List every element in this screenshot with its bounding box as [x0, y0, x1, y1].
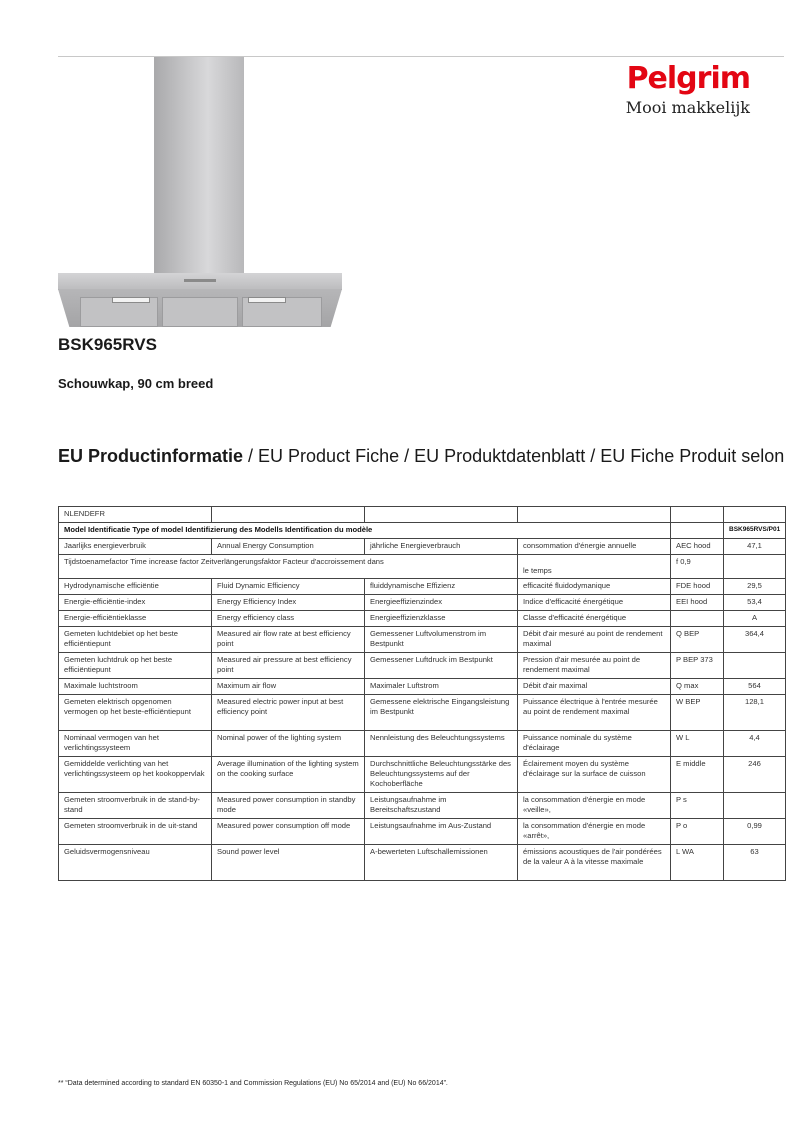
cell-en: Sound power level [212, 845, 365, 881]
cell-fr: Éclairement moyen du système d'éclairage sur la surface de cuisson [518, 757, 671, 793]
cell-symbol: P BEP 373 [671, 653, 724, 679]
cell-fr: le temps [518, 555, 671, 579]
title-bold: EU Productinformatie [58, 446, 244, 466]
cell-nl: Gemiddelde verlichting van het verlichtingssysteem op het kookoppervlak [59, 757, 212, 793]
hood-controls [184, 279, 216, 282]
table-row [59, 819, 786, 845]
hood-light [248, 297, 286, 303]
model-label: Model Identificatie Type of model Identifizierung des Modells Identification du modèle [59, 523, 671, 539]
cell-symbol: Q max [671, 679, 724, 695]
cell-symbol: f 0,9 [671, 555, 724, 579]
footnote: ** “Data determined according to standard EN 60350-1 and Commission Regulations (EU) No 65/2014 and (EU) No 66/2014”. [58, 1080, 448, 1087]
cell-nl: Hydrodynamische efficiëntie [59, 579, 212, 595]
product-model: BSK965RVS [58, 335, 157, 354]
cell-symbol [671, 611, 724, 627]
chimney-hood-image [58, 57, 343, 327]
table-row [59, 757, 786, 793]
table-row [59, 845, 786, 881]
cell-nl: Gemeten luchtdruk op het beste efficiëntiepunt [59, 653, 212, 679]
cell-de: A-bewerteten Luftschallemissionen [365, 845, 518, 881]
cell-value: 47,1 [724, 539, 786, 555]
table-row-lang [59, 507, 786, 523]
cell-symbol: E middle [671, 757, 724, 793]
table-row [59, 695, 786, 731]
hood-light [112, 297, 150, 303]
cell-symbol: Q BEP [671, 627, 724, 653]
lang-header: NLENDEFR [59, 507, 212, 523]
cell-en: Measured air pressure at best efficiency point [212, 653, 365, 679]
cell-fr: Indice d'efficacité énergétique [518, 595, 671, 611]
cell-fr: Puissance nominale du système d'éclairage [518, 731, 671, 757]
cell-en: Annual Energy Consumption [212, 539, 365, 555]
table-row [59, 627, 786, 653]
cell-de: jährliche Energieverbrauch [365, 539, 518, 555]
cell-en: Measured electric power input at best efficiency point [212, 695, 365, 731]
table-row [59, 595, 786, 611]
cell-value [724, 555, 786, 579]
cell-de: Leistungsaufnahme im Bereitschaftszustand [365, 793, 518, 819]
cell-fr: Puissance électrique à l'entrée mesurée au point de rendement maximal [518, 695, 671, 731]
cell-value: 4,4 [724, 731, 786, 757]
cell-de: Durchschnittliche Beleuchtungsstärke des Beleuchtungssystems auf der Kochoberfläche [365, 757, 518, 793]
cell-nl: Gemeten luchtdebiet op het beste efficiëntiepunt [59, 627, 212, 653]
table-row-model [59, 523, 786, 539]
cell-symbol: W L [671, 731, 724, 757]
cell-symbol: AEC hood [671, 539, 724, 555]
page-title [58, 446, 784, 467]
cell-fr: efficacité fluidodymanique [518, 579, 671, 595]
table-row [59, 653, 786, 679]
cell-en: Measured air flow rate at best efficiency point [212, 627, 365, 653]
title-rest: / EU Product Fiche / EU Produktdatenblatt / EU Fiche Produit selon [243, 446, 785, 466]
cell-fr: Pression d'air mesurée au point de rendement maximal [518, 653, 671, 679]
cell-en: Average illumination of the lighting system on the cooking surface [212, 757, 365, 793]
product-description: Schouwkap, 90 cm breed [58, 376, 214, 391]
table-row [59, 555, 786, 579]
cell-fr: la consommation d'énergie en mode «arrêt», [518, 819, 671, 845]
cell-symbol: P s [671, 793, 724, 819]
cell-en: Measured power consumption in standby mode [212, 793, 365, 819]
cell-de: Gemessener Luftvolumenstrom im Bestpunkt [365, 627, 518, 653]
cell-de: fluiddynamische Effizienz [365, 579, 518, 595]
cell-nl: Gemeten stroomverbruik in de stand-by- stand [59, 793, 212, 819]
brand-name: Pelgrim [626, 61, 750, 96]
spanned-label: Tijdstoenamefactor Time increase factor Zeitverlängerungsfaktor Facteur d'accroissement dans [59, 555, 518, 579]
cell-de: Gemessener Luftdruck im Bestpunkt [365, 653, 518, 679]
cell-value: 246 [724, 757, 786, 793]
cell-value: 63 [724, 845, 786, 881]
model-value: BSK965RVS/P01 [724, 523, 786, 539]
cell-value: 564 [724, 679, 786, 695]
cell-value: 53,4 [724, 595, 786, 611]
cell-en: Nominal power of the lighting system [212, 731, 365, 757]
cell-value: 29,5 [724, 579, 786, 595]
table-row [59, 539, 786, 555]
cell-de: Nennleistung des Beleuchtungssystems [365, 731, 518, 757]
cell-fr: Débit d'air mesuré au point de rendement maximal [518, 627, 671, 653]
cell-fr: Débit d'air maximal [518, 679, 671, 695]
cell-en: Measured power consumption off mode [212, 819, 365, 845]
cell-en: Maximum air flow [212, 679, 365, 695]
cell-fr: émissions acoustiques de l'air pondérées de la valeur A à la vitesse maximale [518, 845, 671, 881]
cell-symbol: EEI hood [671, 595, 724, 611]
cell-value [724, 653, 786, 679]
cell-symbol: L WA [671, 845, 724, 881]
cell-value: 364,4 [724, 627, 786, 653]
hood-chimney [154, 57, 244, 273]
cell-de: Energieeffizienzindex [365, 595, 518, 611]
cell-nl: Maximale luchtstroom [59, 679, 212, 695]
cell-value: 128,1 [724, 695, 786, 731]
filter-panel [162, 297, 238, 327]
cell-nl: Geluidsvermogensniveau [59, 845, 212, 881]
cell-nl: Nominaal vermogen van het verlichtingssysteem [59, 731, 212, 757]
table-row [59, 611, 786, 627]
cell-fr: consommation d'énergie annuelle [518, 539, 671, 555]
cell-en: Fluid Dynamic Efficiency [212, 579, 365, 595]
cell-nl: Jaarlijks energieverbruik [59, 539, 212, 555]
cell-de: Energieeffizienzklasse [365, 611, 518, 627]
cell-value [724, 793, 786, 819]
table-row [59, 793, 786, 819]
cell-fr: Classe d'efficacité énergétique [518, 611, 671, 627]
cell-symbol: P o [671, 819, 724, 845]
cell-nl: Gemeten stroomverbruik in de uit-stand [59, 819, 212, 845]
cell-en: Energy Efficiency Index [212, 595, 365, 611]
cell-de: Gemessene elektrische Eingangsleistung im Bestpunkt [365, 695, 518, 731]
product-fiche-table [58, 506, 786, 881]
cell-value: 0,99 [724, 819, 786, 845]
cell-symbol: FDE hood [671, 579, 724, 595]
brand-tagline: Mooi makkelijk [625, 98, 750, 117]
cell-de: Maximaler Luftstrom [365, 679, 518, 695]
table-row [59, 679, 786, 695]
cell-nl: Energie-efficiëntieklasse [59, 611, 212, 627]
cell-nl: Gemeten elektrisch opgenomen vermogen op het beste-efficiëntiepunt [59, 695, 212, 731]
cell-fr: la consommation d'énergie en mode «veille», [518, 793, 671, 819]
cell-nl: Energie-efficiëntie-index [59, 595, 212, 611]
cell-en: Energy efficiency class [212, 611, 365, 627]
table-row [59, 731, 786, 757]
brand-logo [600, 62, 750, 118]
cell-de: Leistungsaufnahme im Aus-Zustand [365, 819, 518, 845]
table-row [59, 579, 786, 595]
cell-value: A [724, 611, 786, 627]
cell-symbol: W BEP [671, 695, 724, 731]
